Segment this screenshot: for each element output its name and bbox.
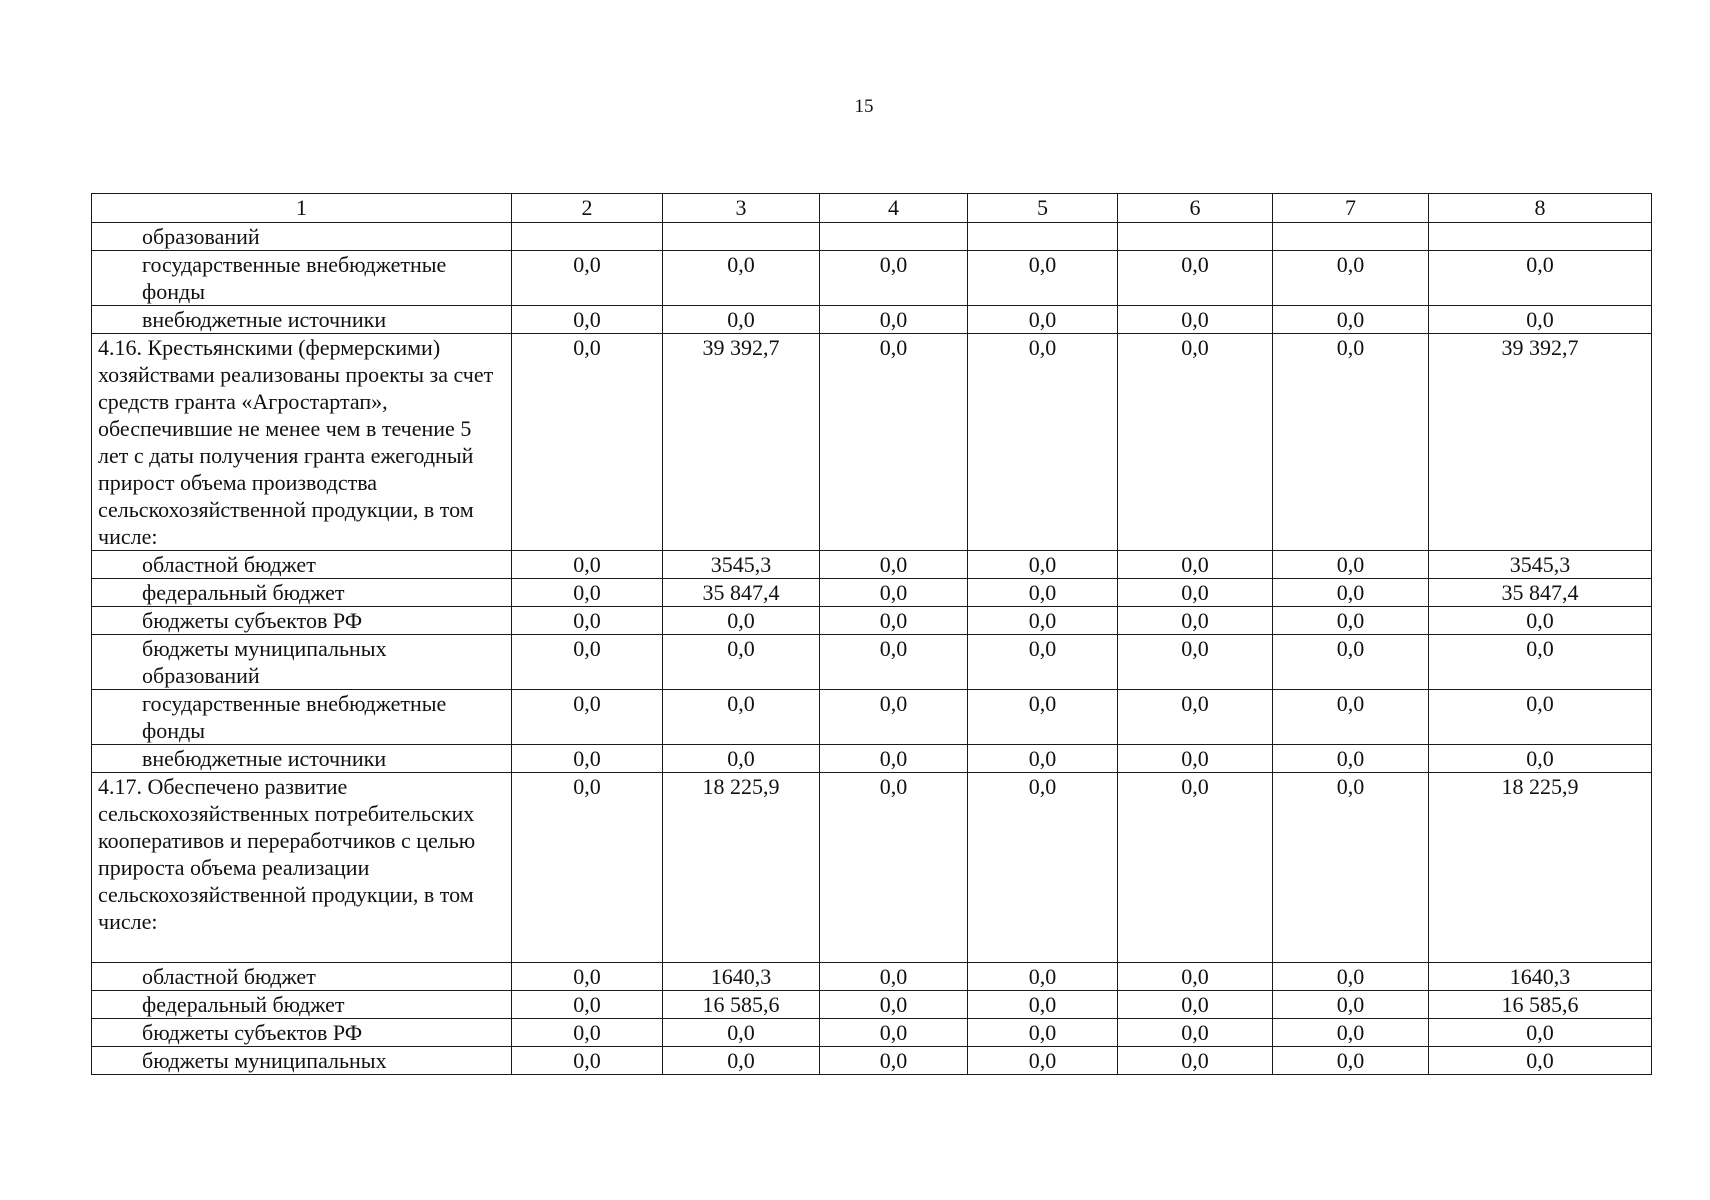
value-cell-col-3: 0,0 <box>663 690 820 745</box>
value-cell-col-6: 0,0 <box>1118 306 1273 334</box>
value-cell-col-3: 0,0 <box>663 1019 820 1047</box>
table-row <box>92 773 1652 963</box>
indicator-description-cell: 4.16. Крестьянскими (фермерскими) хозяйствами реализованы проекты за счет средств гранта «Агростартап», обеспечившие не менее чем в течение 5 лет с даты получения гранта ежегодный прирост объема производства сельскохозяйственной продукции, в том числе: <box>92 334 512 551</box>
value-cell-col-3: 0,0 <box>663 635 820 690</box>
table-row <box>92 223 1652 251</box>
value-cell-col-3: 16 585,6 <box>663 991 820 1019</box>
value-cell-col-7: 0,0 <box>1273 334 1429 551</box>
value-cell-col-6: 0,0 <box>1118 579 1273 607</box>
value-cell-col-3 <box>663 223 820 251</box>
value-cell-col-7: 0,0 <box>1273 579 1429 607</box>
value-cell-col-5: 0,0 <box>968 963 1118 991</box>
funding-source-cell: областной бюджет <box>92 963 512 991</box>
table-row <box>92 991 1652 1019</box>
table-row <box>92 551 1652 579</box>
value-cell-col-4: 0,0 <box>820 635 968 690</box>
value-cell-col-2: 0,0 <box>512 251 663 306</box>
value-cell-col-8: 1640,3 <box>1429 963 1652 991</box>
value-cell-col-3: 3545,3 <box>663 551 820 579</box>
value-cell-col-2: 0,0 <box>512 579 663 607</box>
table-row <box>92 607 1652 635</box>
value-cell-col-4: 0,0 <box>820 306 968 334</box>
value-cell-col-2: 0,0 <box>512 551 663 579</box>
value-cell-col-5: 0,0 <box>968 306 1118 334</box>
value-cell-col-2 <box>512 223 663 251</box>
value-cell-col-8: 0,0 <box>1429 306 1652 334</box>
value-cell-col-7 <box>1273 223 1429 251</box>
table-row <box>92 745 1652 773</box>
table-body <box>92 223 1652 1075</box>
value-cell-col-2: 0,0 <box>512 334 663 551</box>
funding-source-cell: внебюджетные источники <box>92 745 512 773</box>
table-row <box>92 963 1652 991</box>
value-cell-col-6: 0,0 <box>1118 635 1273 690</box>
value-cell-col-6: 0,0 <box>1118 690 1273 745</box>
value-cell-col-8: 0,0 <box>1429 690 1652 745</box>
value-cell-col-5: 0,0 <box>968 1047 1118 1075</box>
value-cell-col-6 <box>1118 223 1273 251</box>
value-cell-col-2: 0,0 <box>512 1047 663 1075</box>
value-cell-col-8: 0,0 <box>1429 607 1652 635</box>
header-cell: 7 <box>1273 194 1429 223</box>
value-cell-col-2: 0,0 <box>512 745 663 773</box>
value-cell-col-2: 0,0 <box>512 1019 663 1047</box>
value-cell-col-8: 35 847,4 <box>1429 579 1652 607</box>
value-cell-col-3: 0,0 <box>663 306 820 334</box>
value-cell-col-7: 0,0 <box>1273 745 1429 773</box>
header-cell: 8 <box>1429 194 1652 223</box>
funding-source-cell: бюджеты муниципальных <box>92 1047 512 1075</box>
value-cell-col-8: 0,0 <box>1429 745 1652 773</box>
value-cell-col-5: 0,0 <box>968 773 1118 963</box>
value-cell-col-4: 0,0 <box>820 1019 968 1047</box>
funding-source-cell: образований <box>92 223 512 251</box>
value-cell-col-8: 3545,3 <box>1429 551 1652 579</box>
indicator-description-cell: 4.17. Обеспечено развитие сельскохозяйственных потребительских кооперативов и переработчиков с целью прироста объема реализации сельскохозяйственной продукции, в том числе: <box>92 773 512 963</box>
value-cell-col-3: 0,0 <box>663 745 820 773</box>
value-cell-col-3: 39 392,7 <box>663 334 820 551</box>
value-cell-col-4: 0,0 <box>820 251 968 306</box>
table-header-row <box>92 194 1652 223</box>
table-row <box>92 251 1652 306</box>
value-cell-col-8: 18 225,9 <box>1429 773 1652 963</box>
value-cell-col-7: 0,0 <box>1273 251 1429 306</box>
value-cell-col-3: 0,0 <box>663 607 820 635</box>
funding-source-cell: государственные внебюджетные фонды <box>92 690 512 745</box>
value-cell-col-6: 0,0 <box>1118 607 1273 635</box>
value-cell-col-6: 0,0 <box>1118 745 1273 773</box>
value-cell-col-5: 0,0 <box>968 1019 1118 1047</box>
table-row <box>92 579 1652 607</box>
table-row <box>92 635 1652 690</box>
value-cell-col-7: 0,0 <box>1273 963 1429 991</box>
value-cell-col-8: 16 585,6 <box>1429 991 1652 1019</box>
value-cell-col-4: 0,0 <box>820 773 968 963</box>
value-cell-col-6: 0,0 <box>1118 1019 1273 1047</box>
value-cell-col-3: 1640,3 <box>663 963 820 991</box>
value-cell-col-7: 0,0 <box>1273 991 1429 1019</box>
funding-source-cell: федеральный бюджет <box>92 579 512 607</box>
value-cell-col-4: 0,0 <box>820 1047 968 1075</box>
value-cell-col-7: 0,0 <box>1273 1047 1429 1075</box>
value-cell-col-6: 0,0 <box>1118 991 1273 1019</box>
value-cell-col-2: 0,0 <box>512 306 663 334</box>
value-cell-col-7: 0,0 <box>1273 690 1429 745</box>
value-cell-col-5: 0,0 <box>968 334 1118 551</box>
value-cell-col-2: 0,0 <box>512 607 663 635</box>
funding-source-cell: федеральный бюджет <box>92 991 512 1019</box>
header-cell: 4 <box>820 194 968 223</box>
value-cell-col-7: 0,0 <box>1273 607 1429 635</box>
value-cell-col-4: 0,0 <box>820 745 968 773</box>
value-cell-col-5: 0,0 <box>968 991 1118 1019</box>
value-cell-col-7: 0,0 <box>1273 1019 1429 1047</box>
funding-source-cell: бюджеты субъектов РФ <box>92 607 512 635</box>
value-cell-col-5: 0,0 <box>968 251 1118 306</box>
value-cell-col-5: 0,0 <box>968 607 1118 635</box>
funding-source-cell: областной бюджет <box>92 551 512 579</box>
header-cell: 2 <box>512 194 663 223</box>
value-cell-col-7: 0,0 <box>1273 306 1429 334</box>
value-cell-col-4: 0,0 <box>820 963 968 991</box>
page-number: 15 <box>854 96 874 117</box>
value-cell-col-5: 0,0 <box>968 635 1118 690</box>
value-cell-col-5: 0,0 <box>968 690 1118 745</box>
header-cell: 6 <box>1118 194 1273 223</box>
value-cell-col-6: 0,0 <box>1118 963 1273 991</box>
value-cell-col-8 <box>1429 223 1652 251</box>
value-cell-col-3: 0,0 <box>663 1047 820 1075</box>
budget-table <box>91 193 1652 1075</box>
value-cell-col-7: 0,0 <box>1273 551 1429 579</box>
header-cell: 5 <box>968 194 1118 223</box>
value-cell-col-3: 35 847,4 <box>663 579 820 607</box>
funding-source-cell: государственные внебюджетные фонды <box>92 251 512 306</box>
table-row <box>92 334 1652 551</box>
value-cell-col-8: 0,0 <box>1429 635 1652 690</box>
value-cell-col-5: 0,0 <box>968 745 1118 773</box>
header-cell: 1 <box>92 194 512 223</box>
value-cell-col-6: 0,0 <box>1118 551 1273 579</box>
value-cell-col-6: 0,0 <box>1118 251 1273 306</box>
value-cell-col-8: 0,0 <box>1429 1019 1652 1047</box>
value-cell-col-4: 0,0 <box>820 551 968 579</box>
value-cell-col-5: 0,0 <box>968 579 1118 607</box>
table-row <box>92 1019 1652 1047</box>
value-cell-col-4: 0,0 <box>820 690 968 745</box>
value-cell-col-8: 0,0 <box>1429 251 1652 306</box>
value-cell-col-6: 0,0 <box>1118 773 1273 963</box>
value-cell-col-5: 0,0 <box>968 551 1118 579</box>
value-cell-col-2: 0,0 <box>512 963 663 991</box>
header-cell: 3 <box>663 194 820 223</box>
funding-source-cell: бюджеты субъектов РФ <box>92 1019 512 1047</box>
value-cell-col-2: 0,0 <box>512 773 663 963</box>
value-cell-col-8: 0,0 <box>1429 1047 1652 1075</box>
value-cell-col-5 <box>968 223 1118 251</box>
value-cell-col-3: 18 225,9 <box>663 773 820 963</box>
value-cell-col-4: 0,0 <box>820 607 968 635</box>
value-cell-col-2: 0,0 <box>512 991 663 1019</box>
value-cell-col-4 <box>820 223 968 251</box>
value-cell-col-4: 0,0 <box>820 991 968 1019</box>
value-cell-col-3: 0,0 <box>663 251 820 306</box>
value-cell-col-2: 0,0 <box>512 635 663 690</box>
value-cell-col-4: 0,0 <box>820 334 968 551</box>
value-cell-col-8: 39 392,7 <box>1429 334 1652 551</box>
table-row <box>92 690 1652 745</box>
table-row <box>92 306 1652 334</box>
value-cell-col-7: 0,0 <box>1273 773 1429 963</box>
value-cell-col-6: 0,0 <box>1118 334 1273 551</box>
table-row <box>92 1047 1652 1075</box>
value-cell-col-6: 0,0 <box>1118 1047 1273 1075</box>
value-cell-col-4: 0,0 <box>820 579 968 607</box>
value-cell-col-2: 0,0 <box>512 690 663 745</box>
value-cell-col-7: 0,0 <box>1273 635 1429 690</box>
funding-source-cell: бюджеты муниципальных образований <box>92 635 512 690</box>
funding-source-cell: внебюджетные источники <box>92 306 512 334</box>
